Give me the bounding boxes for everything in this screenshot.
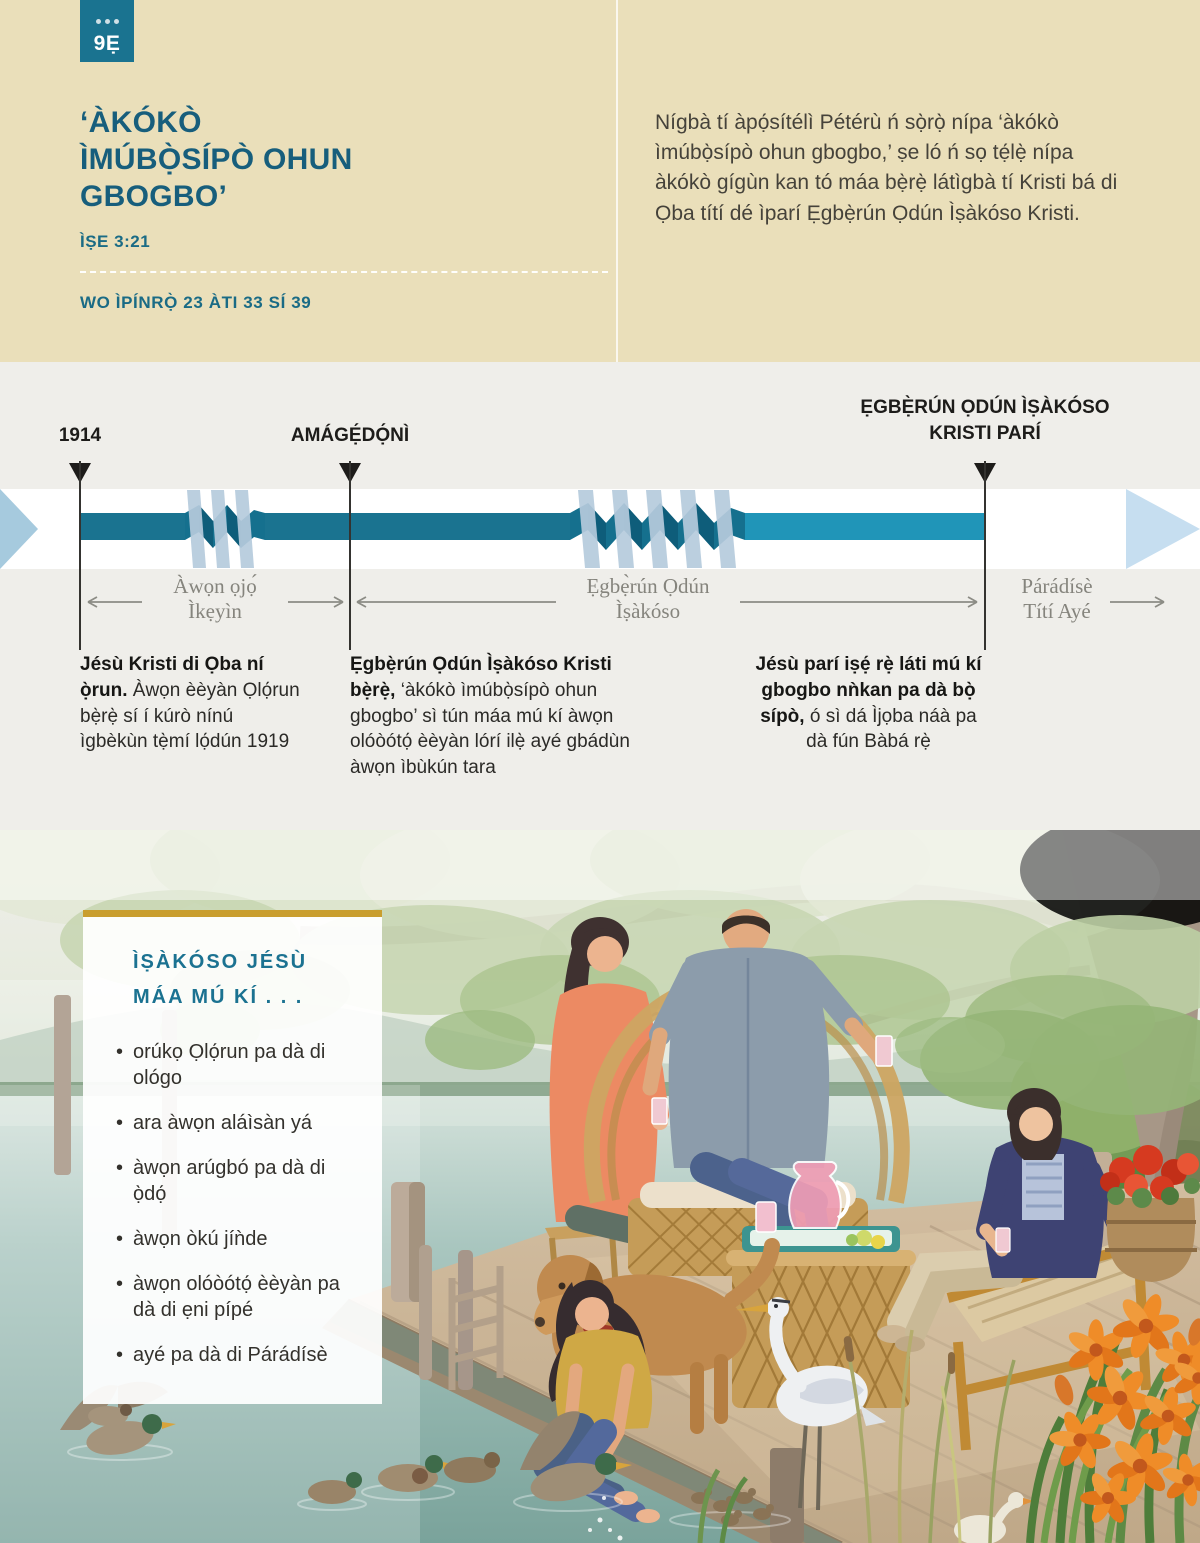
list-item: • ayé pa dà di Párádísè <box>133 1342 362 1368</box>
intro-paragraph: Nígbà tí àpọ́sítélì Pétérù ń sọ̀rọ̀ nípa ‘àkókò ìmúbọ̀sípò ohun gbogbo,’ ṣe ló ń sọ tẹ́lẹ̀ nípa àkókò gígùn kan tó máa bẹ̀rẹ̀ látìgbà tí Kristi bá di Ọba títí dé ìparí Ẹgbẹ̀rún Ọdún Ìṣàkóso Kristi. <box>655 111 1118 225</box>
event-1-text: Àwọn èèyàn Ọlọ́run bẹ̀rẹ̀ sí í kúrò nínú ìgbèkùn tẹ̀mí lọ́dún 1919 <box>80 679 300 753</box>
blessings-list <box>133 1039 362 1368</box>
lesson-number-badge <box>80 0 134 62</box>
card-heading-line-1: ÌṢÀKÓSO JÉSÙ <box>133 951 308 973</box>
list-item: • àwọn olóòótọ́ èèyàn pa dà di ẹni pípé <box>133 1271 362 1323</box>
list-item: • orúkọ Ọlọ́run pa dà di ológo <box>133 1039 362 1091</box>
card-heading-line-2: MÁA MÚ KÍ . . . <box>133 986 304 1008</box>
lesson-title: ‘ÀKÓKÒ ÌMÚBỌ̀SÍPÒ OHUN GBOGBO’ <box>80 106 353 214</box>
list-item: • àwọn arúgbó pa dà di ọ̀dọ́ <box>133 1155 362 1207</box>
timeline-marker-label-1914: 1914 <box>58 425 102 446</box>
period-label-paradise: Párádísè Títí Ayé <box>1021 574 1093 624</box>
scripture-reference: ÌṢE 3:21 <box>80 232 151 251</box>
timeline-event-1 <box>80 652 302 755</box>
list-item: • àwọn òkú jíǹde <box>133 1226 362 1252</box>
event-1-lead: Jésù Kristi di Ọba ní ọ̀run. <box>80 654 264 701</box>
timeline-event-2 <box>350 652 650 781</box>
ellipsis-icon <box>80 11 134 29</box>
list-item: • ara àwọn aláìsàn yá <box>133 1110 362 1136</box>
event-3-text: ó sì dá Ìjọba náà pa dà fún Bàbá rẹ̀ <box>806 705 977 753</box>
card-heading <box>133 945 362 1015</box>
timeline-event-3 <box>752 652 985 755</box>
event-3-lead: Jésù parí iṣẹ́ rẹ̀ láti mú kí gbogbo nǹkan pa dà bọ̀ sípò, <box>755 654 982 727</box>
period-label-millennium: Ẹgbẹ̀rún Ọdún Ìṣàkóso <box>586 574 710 624</box>
lemonade-pitcher <box>789 1162 841 1228</box>
timeline-marker-label-armageddon: AMÁGẸ́DỌ́NÌ <box>290 425 410 446</box>
blessings-card <box>83 910 382 1404</box>
period-label-last-days: Àwọn ọjọ́ Ìkẹyìn <box>173 574 257 624</box>
barrel-planter <box>1100 1145 1200 1282</box>
event-2-lead: Ẹgbẹ̀rún Ọdún Ìṣàkóso Kristi bẹ̀rẹ̀, <box>350 654 612 701</box>
marker-triangle-icons <box>69 463 996 483</box>
column-divider <box>616 0 618 362</box>
timeline-marker-label-millennium-end: ẸGBẸ̀RÚN ỌDÚN ÌṢÀKÓSO KRISTI PARÍ <box>860 397 1110 445</box>
event-2-text: ‘àkókò ìmúbọ̀sípò ohun gbogbo’ sì tún máa mú kí àwọn olóòótọ́ èèyàn lórí ilẹ̀ ayé gbádùn àwọn ìbùkún tara <box>350 679 630 779</box>
see-paragraphs-note: WO ÌPÍNRỌ̀ 23 ÀTI 33 SÍ 39 <box>80 293 312 312</box>
lesson-number: 9Ẹ <box>93 32 121 55</box>
dashed-divider <box>80 271 608 273</box>
